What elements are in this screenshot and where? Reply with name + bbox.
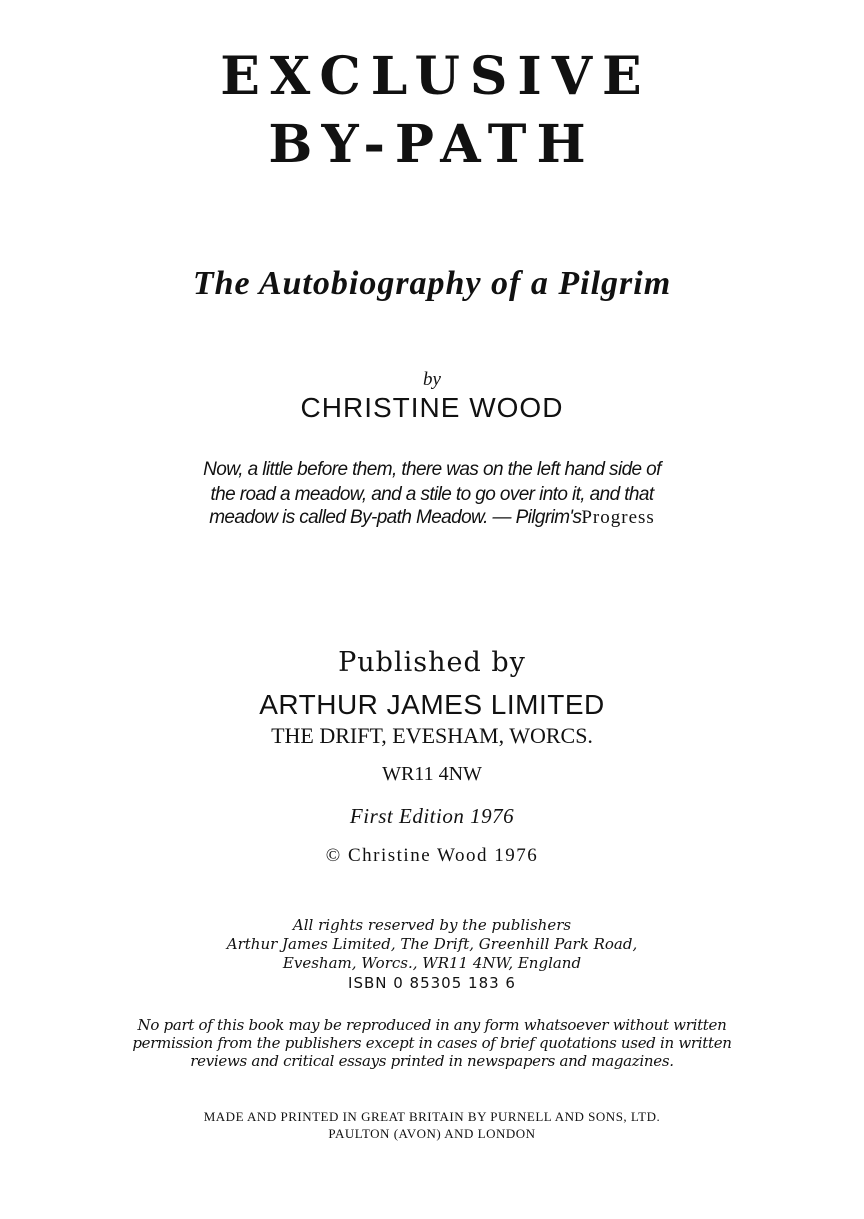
- printer-line-2: PAULTON (AVON) AND LONDON: [328, 1126, 536, 1141]
- book-title-line-1: EXCLUSIVE: [220, 46, 652, 107]
- by-label: by: [423, 369, 441, 390]
- reproduction-notice-line-1: No part of this book may be reproduced in any form whatsoever without written: [137, 1016, 727, 1034]
- epigraph-line-1: Now, a little before them, there was on the left hand side of: [203, 459, 661, 480]
- epigraph-line-2: the road a meadow, and a stile to go over into it, and that: [210, 484, 654, 505]
- epigraph-line-3: [0, 505, 864, 530]
- book-subtitle: The Autobiography of a Pilgrim: [192, 265, 672, 302]
- publisher-postcode: WR11 4NW: [382, 763, 482, 785]
- publisher-name: ARTHUR JAMES LIMITED: [259, 689, 605, 720]
- rights-line-2: Arthur James Limited, The Drift, Greenhill Park Road,: [226, 935, 638, 953]
- epigraph-line-3-text: meadow is called By-path Meadow. — Pilgrim's: [209, 507, 582, 528]
- author-name: CHRISTINE WOOD: [300, 392, 564, 423]
- rights-line-1: All rights reserved by the publishers: [292, 916, 572, 934]
- edition-note: First Edition 1976: [349, 804, 515, 828]
- reproduction-notice-line-2: permission from the publishers except in cases of brief quotations used in written: [132, 1034, 732, 1052]
- published-by-label: Published by: [338, 647, 526, 678]
- copyright-notice: © Christine Wood 1976: [325, 845, 539, 866]
- printer-line-1: MADE AND PRINTED IN GREAT BRITAIN BY PURNELL AND SONS, LTD.: [203, 1109, 661, 1124]
- epigraph-source: Progress: [581, 507, 655, 528]
- publisher-address: THE DRIFT, EVESHAM, WORCS.: [271, 723, 593, 748]
- rights-line-3: Evesham, Worcs., WR11 4NW, England: [282, 954, 582, 972]
- reproduction-notice-line-3: reviews and critical essays printed in newspapers and magazines.: [190, 1052, 674, 1070]
- isbn: ISBN 0 85305 183 6: [348, 974, 516, 992]
- book-title-line-2: BY-PATH: [268, 114, 596, 175]
